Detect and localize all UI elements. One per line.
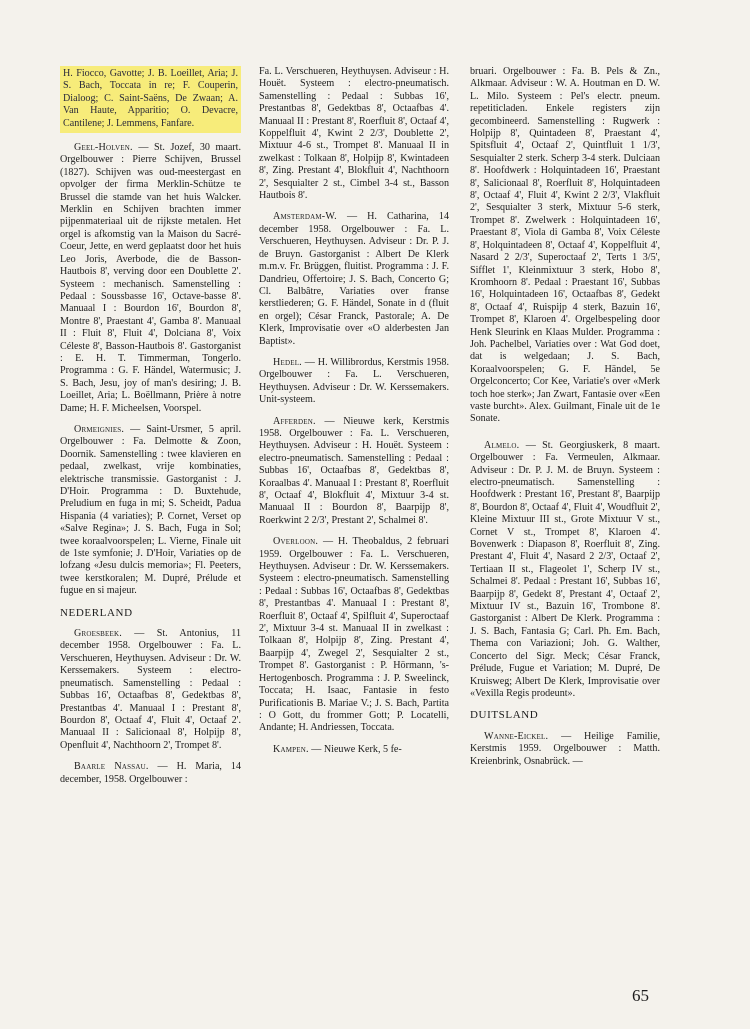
entry-groesbeek (60, 628, 241, 752)
entry-wanne-eickel (470, 731, 660, 768)
entry-text: — St. Antonius, 11 december 1958. Orgelbouwer : Fa. L. Verschueren, Heythuysen. Adviseur : Dr. W. Kerssemakers. Systeem : electro-pneumatisch. Samenstelling : Pedaal : Subbas 16', Octaafbas 8', Gedektbas 8', Prestantbas 4'. Manuaal I : Prestant 8', Bourdon 8', Octaaf 4', Fluit 4', Octaaf 2'. Manuaal II : Salicionaal 8', Holpijp 8', Openfluit 4', Nachthoorn 2', Trompet 8'. (60, 628, 241, 751)
entry-paragraph (259, 211, 449, 347)
entry-kampen (259, 744, 449, 756)
entry-paragraph (470, 731, 660, 768)
entry-geel-holven (60, 142, 241, 415)
column-right (470, 66, 660, 777)
page-number: 65 (632, 986, 649, 1005)
section-heading-nederland (60, 607, 241, 619)
place-name: Ormeignies. (74, 423, 125, 435)
entry-paragraph (60, 424, 241, 598)
place-name: Baarle Nassau. (74, 761, 149, 773)
place-name: Geel-Holven. (74, 142, 133, 154)
entry-paragraph (470, 440, 660, 701)
section-title: DUITSLAND (470, 709, 539, 722)
entry-hedel (259, 357, 449, 407)
entry-text: — Nieuwe Kerk, 5 fe- (308, 743, 402, 755)
highlighted-program: H. Fiocco, Gavotte; J. B. Loeillet, Aria; J. S. Bach, Toccata in re; F. Couperin, Dialoog; C. Saint-Saëns, De Zwaan; A. Van Haute, Apparitio; O. Devacre, Cantilene; J. Lemmens, Fanfare. (60, 66, 241, 133)
entry-ormeignies (60, 424, 241, 598)
entry-paragraph (60, 628, 241, 752)
entry-amsterdam (259, 211, 449, 347)
entry-text: Fa. L. Verschueren, Heythuysen. Adviseur : H. Houët. Systeem : electro-pneumatisch. Samenstelling : Pedaal : Subbas 16', Prestantbas 8', Gedektbas 8', Octaafbas 4'. Manuaal II : Prestant 8', Roerfluit 8', Octaaf 4', Koppelfluit 4', Kwint 2 2/3', Doublette 2', Mixtuur 4-6 st., Trompet 8'. Manuaal II in zwelkast : Tolkaan 8', Holpijp 8', Kwintadeen 8', Zing. Prestant 4', Blokfluit 4', Nachthoorn 2', Sesquialter 2 st., Cimbel 3-4 st., Basson Hautbois 8'. (259, 66, 449, 202)
entry-paragraph (259, 416, 449, 528)
place-name: Almelo. (484, 439, 520, 451)
entry-text: — Nieuwe kerk, Kerstmis 1958. Orgelbouwer : Fa. L. Verschueren, Heythuysen. Adviseur : H. Houët. Systeem : electro-pneumatisch. Samenstelling : Pedaal : Subbas 16', Octaafbas 8', Gedektbas 8', Koraalbas 4'. Manuaal I : Prestant 8', Roerfluit 8', Octaaf 4', Blokfluit 4', Mixtuur 3-4 st. Manuaal II : Bourdon 8', Baarpijp 8', Roerkwint 2 2/3', Prestant 2', Schalmei 8'. (259, 415, 449, 526)
entry-paragraph (259, 536, 449, 735)
entry-paragraph (60, 142, 241, 415)
entry-baarle-nassau-continued (259, 66, 449, 202)
place-name: Wanne-Eickel. (484, 730, 549, 742)
place-name: Groesbeek. (74, 628, 122, 640)
place-name: Hedel. (273, 356, 302, 368)
entry-highlight (60, 66, 241, 133)
entry-text: — H. Willibrordus, Kerstmis 1958. Orgelbouwer : Fa. L. Verschueren, Heythuysen. Adviseur : Dr. W. Kerssemakers. Unit-systeem. (259, 356, 449, 406)
entry-paragraph (60, 761, 241, 786)
entry-text: — H. Maria, 14 december, 1958. Orgelbouwer : (60, 761, 241, 785)
section-title: NEDERLAND (60, 606, 133, 619)
entry-text: — H. Theobaldus, 2 februari 1959. Orgelbouwer : Fa. L. Verschueren, Heythuysen. Adviseur : Dr. W. Kerssemakers. Systeem : electro-pneumatisch. Samenstelling : Pedaal : Subbas 16', Octaafbas 8', Gedektbas 8', Prestantbas 4'. Manuaal I : Prestant 8', Roerfluit 8', Octaaf 4', Spilfluit 4', Superoctaaf 2', Mixtuur 3-4 st. Manuaal II in zwelkast : Tolkaan 8', Holpijp 8', Zing. Prestant 4', Baarpijp 4', Zwegel 2', Sesquialter 2 st., Trompet 8'. Gastorganist : P. Hörmann, 's-Hertogenbosch. Programma : J. P. Sweelinck, Toccata; H. Isaac, Fantasie in festo Purificationis B. Mariae V.; J. S. Bach, Partita : O Gott, du frommer Gott; P. Locatelli, Andante; H. Andriessen, Toccata. (259, 536, 449, 734)
place-name: Kampen. (273, 743, 309, 755)
entry-afferden (259, 416, 449, 528)
entry-paragraph (259, 357, 449, 407)
entry-kampen-continued (470, 66, 660, 426)
entry-text: — Saint-Ursmer, 5 april. Orgelbouwer : Fa. Delmotte & Zoon, Doornik. Samenstelling : twee klavieren en pedaal, zwelkast, vrije kombinaties, elektrische transmissie. Gastorganist : J. D'Hoir. Programma : D. Buxtehude, Preludium en fuga in mi; S. Scheidt, Padua Hispania (4 variaties); P. Cornet, Verset op «Salve Regina»; J. S. Bach, Fuga in Sol; twee koraalvoorspelen; L. Vierne, Finale uit de 1ste symfonie; J. D'Hoir, Variaties op de lofzang «Jesu dulcis memoria»; Fl. Peeters, twee kerstkoralen; M. Dupré, Prélude et fugue en si majeur. (60, 423, 241, 597)
entry-baarle-nassau (60, 761, 241, 786)
entry-almelo (470, 440, 660, 701)
entry-text: — St. Jozef, 30 maart. Orgelbouwer : Pierre Schijven, Brussel (1827). Schijven was oud-meestergast en opvolger der firma Merklin-Schütze te Brussel die stamde van het huis Walcker. Merklin en Schijven brachten immer pijpenmateriaal uit de rijkste metalen. Het orgel is afkomstig van la Maison du Sacré-Coeur, Jette, en werd geplaatst door het huis Leo Joris, Averbode, die de Basson-Hautbois 8', verving door een Doublette 2'. Systeem : mechanisch. Samenstelling : Pedaal : Soussbasse 16', Octave-basse 8'. Manuaal I : Bourdon 16', Bourdon 8', Montre 8', Praestant 4', Gamba 8'. Manuaal II : Fluit 8', Fluit 4', Dolciana 8', Voix Céleste 8', Basson-Hautbois 8'. Gastorganist : E. H. T. Timmerman, Tongerlo. Programma : G. F. Händel, Watermusic; J. S. Bach, Jesu, joy of man's desiring; J. B. Loeillet, Aria; L. Boëllmann, Prière à notre Dame; H. F. Micheelsen, Voorspel. (60, 142, 241, 414)
column-middle (259, 66, 449, 765)
entry-text: — Heilige Familie, Kerstmis 1959. Orgelbouwer : Matth. Kreienbrink, Osnabrück. — (470, 730, 660, 767)
entry-text: — St. Georgiuskerk, 8 maart. Orgelbouwer : Fa. Vermeulen, Alkmaar. Adviseur : Dr. P. J. M. de Bruyn. Systeem : electro-pneumatisch. Samenstelling : Hoofdwerk : Prestant 16', Prestant 8', Baarpijp 8', Bourdon 8', Octaaf 4', Fluit 4', Woudfluit 2', Kleine Mixtuur III st., Grote Mixtuur V st., Cornet V st., Trompet 8', Klaroen 4'. Bovenwerk : Diapason 8', Roerfluit 8', Zing. Prestant 4', Fluit 4', Nasard 2 2/3', Octaaf 2', Tertiaan II st., Flageolet 1', Scherp IV st., Schalmei 8'. Pedaal : Prestant 16', Subbas 16', Baarpijp 8', Gedekt 8', Prestant 4', Octaaf 2', Mixtuur IV st., Bazuin 16', Trombone 8'. Gastorganist : Albert De Klerk. Programma : J. S. Bach, Fantasia G; Carl. Ph. Em. Bach, Thema con Variazioni; Joh. G. Walther, Concerto del Sigr. Meck; César Franck, Prélude, Fugue et Variation; M. Dupré, De Kruisweg; Albert De Klerk, Improvisatie over «Vexilla Regis prodeunt». (470, 439, 660, 699)
place-name: Amsterdam-W. (273, 211, 337, 223)
column-left (60, 66, 241, 795)
place-name: Afferden. (273, 415, 316, 427)
entry-paragraph (259, 744, 449, 756)
place-name: Overloon. (273, 536, 319, 548)
section-heading-duitsland (470, 709, 660, 721)
entry-overloon (259, 536, 449, 735)
entry-text: — H. Catharina, 14 december 1958. Orgelbouwer : Fa. L. Verschueren, Heythuysen. Adviseur : Dr. P. J. de Bruyn. Gastorganist : Albert De Klerk m.m.v. Fr. Brüggen, fluitist. Programma : J. F. Dandrieu, Offertoire; J. S. Bach, Concerto G; Cl. Balbâtre, Variaties over franse kerstliederen; G. F. Händel, Sonate in d (fluit en orgel); César Franck, Pastorale; A. De Klerk, Improvisatie over «O alderbesten Jan Baptist». (259, 211, 449, 347)
entry-text: bruari. Orgelbouwer : Fa. B. Pels & Zn., Alkmaar. Adviseur : W. A. Houtman en D. W. L. Milo. Systeem : Pel's electr. pneum. repetiticladen. Enkele registers zijn gecombineerd. Samenstelling : Rugwerk : Holpijp 8', Quintadeen 8', Praestant 4', Spitsfluit 4', Octaaf 2', Quintfluit 1 1/3', Sesquialter 2 sterk. Scherp 3-4 sterk. Dulciaan 8'. Hoofdwerk : Holquintadeen 16', Praestant 8', Salicionaal 8', Roerfluit 8', Holquintadeen 8', Octaaf 4', Fluit 4', Kwint 2 2/3', Vlakfluit 2', Sesquialter 3 sterk, Mixtuur 5-6 sterk, Trompet 8'. Zwelwerk : Holquintadeen 16', Praestant 8', Viola di Gamba 8', Voix Céleste 8', Holquintadeen 8', Octaaf 4', Koppelfluit 4', Nasard 2 2/3', Superoctaaf 2', Terts 1 3/5', Sifflet 1', Kleinmixtuur 3 sterk, Hobo 8', Kromhoorn 8'. Pedaal : Praestant 16', Subbas 16', Holquintadeen 16', Octaafbas 8', Gedekt 8', Octaaf 4', Ruispijp 4 sterk, Bazuin 16', Trompet 8', Klaroen 4'. Orgelbespeling door Henk Sleurink en Klaas Mulder. Programma : Joh. Pachelbel, Variaties over : Wat God doet, dat is welgedaan; J. S. Bach, Koraalvoorspelen; G. F. Händel, 5e Orgelconcerto; Cor Kee, Variatie's over «Merk toch hoe sterk»; Jan Zwart, Fantasie over «Een vaste burcht». Alex. Guilmant, Finale uit de 1e Sonate. (470, 66, 660, 425)
